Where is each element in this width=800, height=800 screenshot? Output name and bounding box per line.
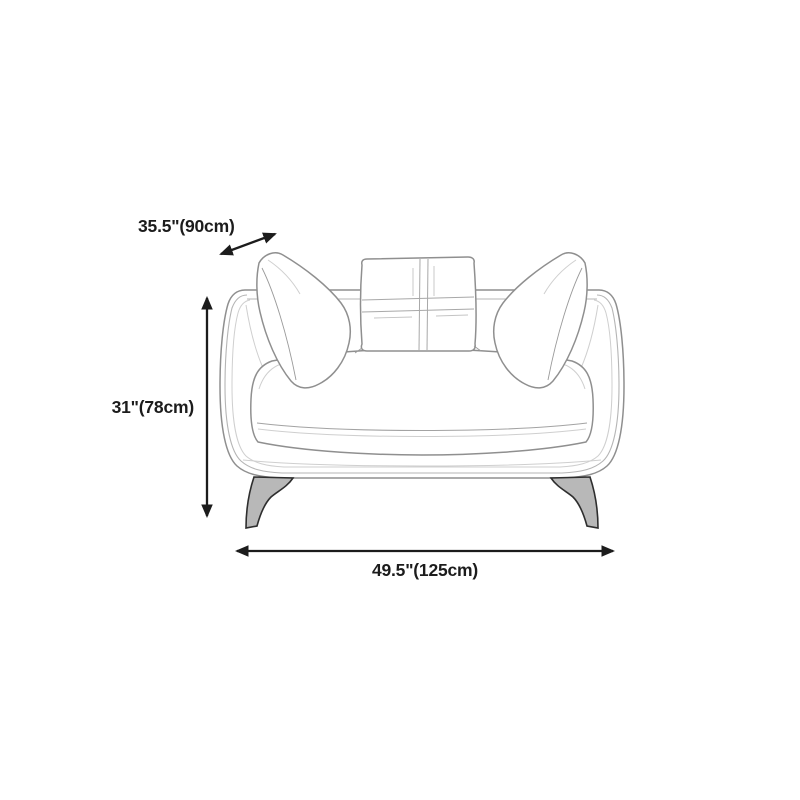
height-dimension-label: 31"(78cm) — [111, 397, 194, 417]
sofa-leg-right — [551, 477, 598, 528]
depth-dimension-label: 35.5"(90cm) — [138, 216, 235, 236]
width-dimension-label: 49.5"(125cm) — [371, 560, 479, 580]
sofa-leg-left — [246, 477, 293, 528]
double-arrow-diagonal-icon — [221, 234, 275, 254]
center-pillow — [355, 257, 481, 353]
